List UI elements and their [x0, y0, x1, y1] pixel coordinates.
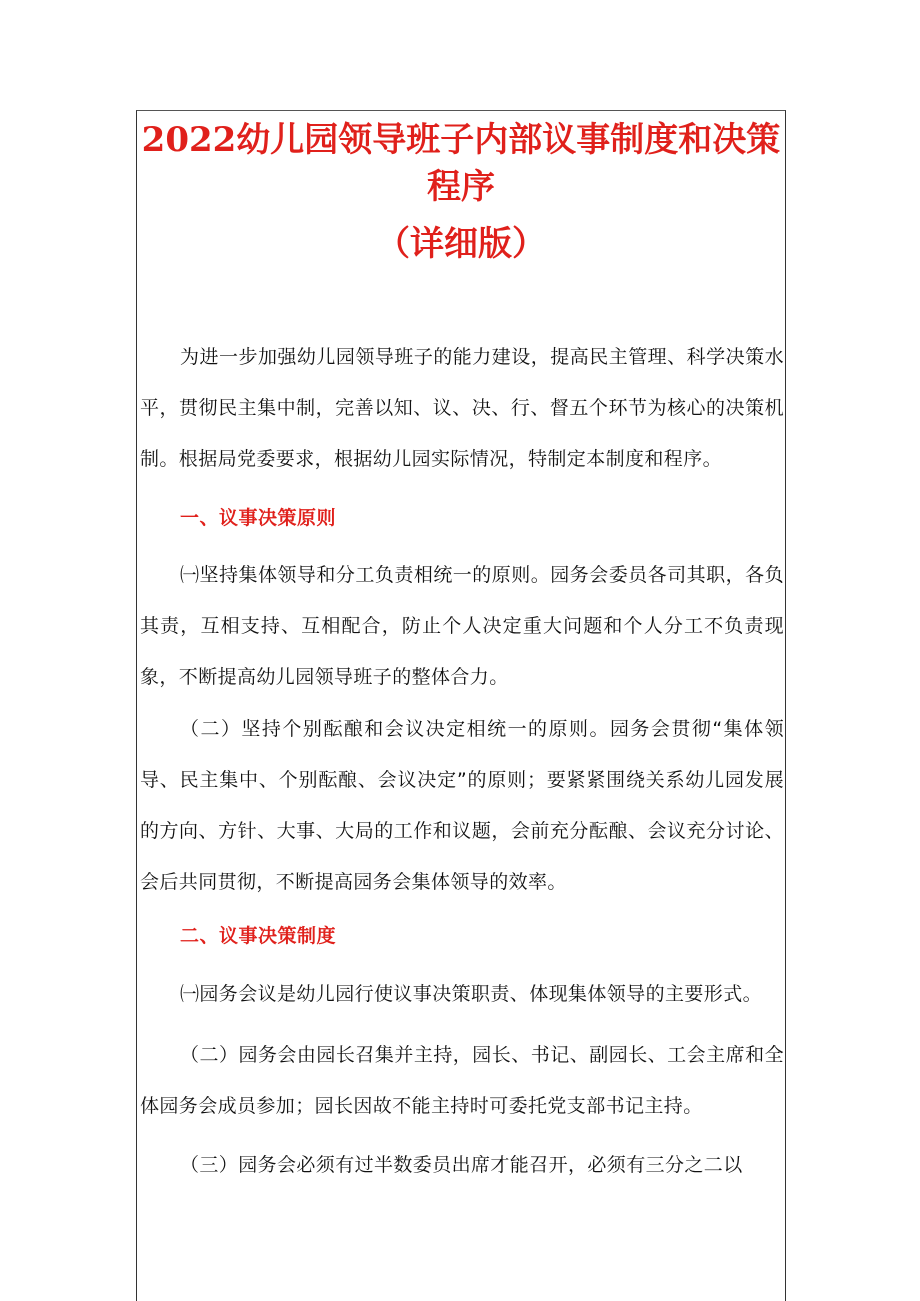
document-title-line1: 2022幼儿园领导班子内部议事制度和决策	[141, 120, 781, 160]
section1-paragraph-2: （二）坚持个别酝酿和会议决定相统一的原则。园务会贯彻“集体领导、民主集中、个别酝酿、会议决定”的原则；要紧紧围绕关系幼儿园发展的方向、方针、大事、大局的工作和议题，会前充分酝酿、会议充分讨论、会后共同贯彻，不断提高园务会集体领导的效率。	[140, 718, 784, 893]
section2-paragraph-1: ㈠园务会议是幼儿园行使议事决策职责、体现集体领导的主要形式。	[180, 983, 763, 1005]
section2-paragraph-2: （二）园务会由园长召集并主持，园长、书记、副园长、工会主席和全体园务会成员参加；园长因故不能主持时可委托党支部书记主持。	[140, 1044, 784, 1117]
section1-paragraph-1: ㈠坚持集体领导和分工负责相统一的原则。园务会委员各司其职，各负其责，互相支持、互相配合，防止个人决定重大问题和个人分工不负责现象，不断提高幼儿园领导班子的整体合力。	[140, 564, 784, 688]
document-title-line3: （详细版）	[376, 224, 546, 264]
section1-heading: 一、议事决策原则	[180, 507, 337, 529]
document-title-line2: 程序	[427, 167, 495, 207]
section2-paragraph-3: （三）园务会必须有过半数委员出席才能召开，必须有三分之二以	[180, 1154, 743, 1176]
intro-paragraph: 为进一步加强幼儿园领导班子的能力建设，提高民主管理、科学决策水平，贯彻民主集中制，完善以知、议、决、行、督五个环节为核心的决策机制。根据局党委要求，根据幼儿园实际情况，特制定本制度和程序。	[140, 346, 784, 470]
section2-heading: 二、议事决策制度	[180, 925, 337, 947]
